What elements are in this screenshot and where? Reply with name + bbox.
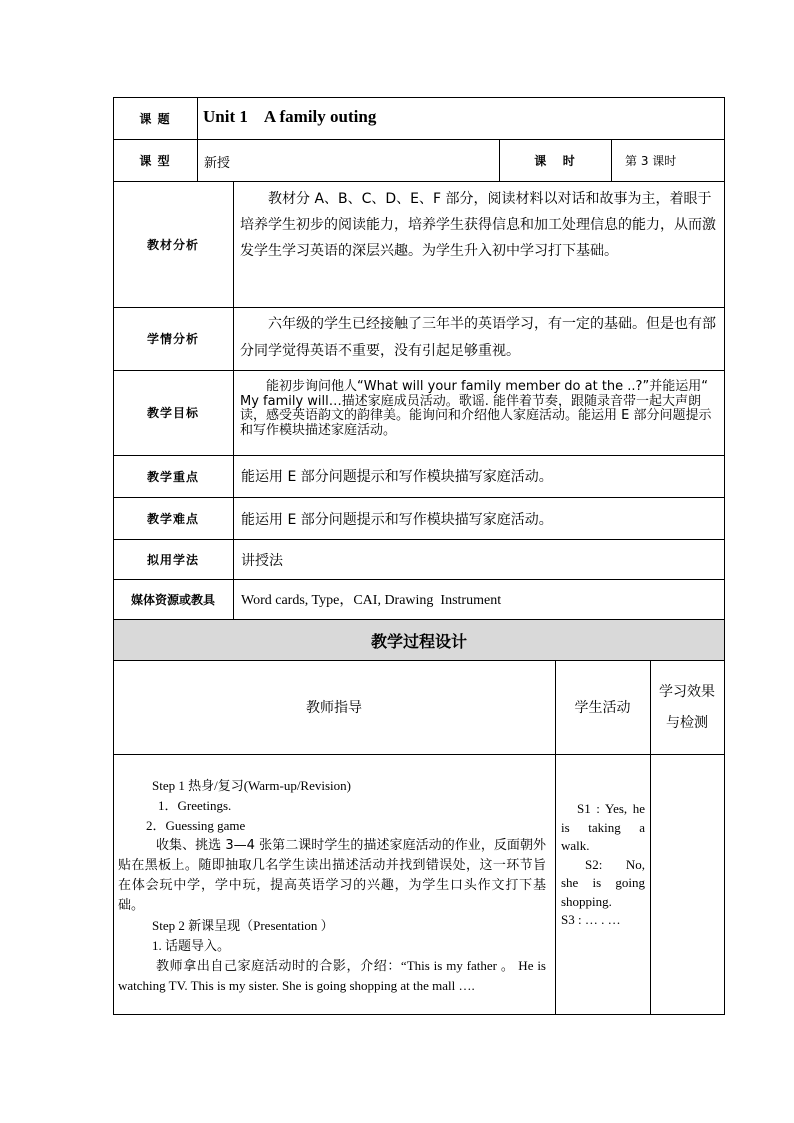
column-student-activity: 学生活动: [574, 700, 631, 716]
material-text: 教材分 A、B、C、D、E、F 部分，阅读材料以对话和故事为主，着眼于培养学生初步的阅读能力，培养学生获得信息和加工处理信息的能力，从而激发学生学习英语的深层兴趣。为学生升入初中学习打下基础。: [240, 191, 716, 259]
key-text: 能运用 E 部分问题提示和写作模块描写家庭活动。: [241, 469, 553, 485]
media-label: 媒体资源或教具: [130, 592, 215, 607]
topic-label: 课 题: [139, 111, 171, 126]
step2-topic-intro: 1. 话题导入。: [152, 938, 231, 953]
student-activity-content: [561, 800, 645, 950]
process-section-title: 教学过程设计: [114, 620, 724, 660]
student-line-s1: S1 : Yes, he is taking a walk.: [561, 801, 645, 853]
media-text: Word cards, Type，CAI, Drawing Instrument: [241, 593, 502, 608]
material-label: 教材分析: [146, 237, 199, 252]
student-line-s3: S3 : … . …: [561, 912, 621, 927]
period-label: 课 时: [534, 153, 576, 168]
step2-heading: Step 2 新课呈现（Presentation ）: [152, 918, 334, 933]
step1-heading: Step 1 热身/复习(Warm-up/Revision): [152, 778, 351, 793]
step1-greetings: 1．Greetings.: [158, 798, 232, 813]
key-label: 教学重点: [146, 469, 199, 484]
type-value: 新授: [204, 156, 231, 171]
students-text: 六年级的学生已经接触了三年半的英语学习，有一定的基础。但是也有部分同学觉得英语不重要，没有引起足够重视。: [240, 316, 716, 359]
period-value: 第 3 课时: [625, 154, 677, 168]
student-line-s2: S2: No, she is going shopping.: [561, 856, 645, 909]
difficult-text: 能运用 E 部分问题提示和写作模块描写家庭活动。: [241, 512, 553, 528]
goal-text: 能初步询问他人“What will your family member do at the ..?”并能运用“ My family will…描述家庭成员活动。歌谣. 能伴着节奏，跟随录音带一起大声朗读，感受英语韵文的韵律美。能询问和介绍他人家庭活动。能运用 E 部分问题提示和写作模块描述家庭活动。: [240, 379, 712, 438]
method-text: 讲授法: [241, 553, 283, 569]
column-teacher-guidance: 教师指导: [306, 700, 362, 716]
teacher-guidance-content: [118, 776, 546, 1016]
step1-guessing-game: 2．Guessing game: [146, 818, 246, 833]
column-learning-effect: 学习效果与检测: [659, 684, 715, 731]
difficult-label: 教学难点: [146, 511, 199, 526]
topic-value: Unit 1 A family outing: [203, 107, 377, 126]
type-label: 课 型: [139, 153, 171, 168]
method-label: 拟用学法: [146, 552, 199, 567]
students-label: 学情分析: [146, 332, 199, 346]
step1-description: 收集、挑选 3—4 张第二课时学生的描述家庭活动的作业，反面朝外贴在黑板上。随即抽取几名学生读出描述活动并找到错误处，这一环节旨在体会玩中学，学中玩，提高英语学习的兴趣，为学生口头作文打下基础。: [118, 838, 546, 913]
step2-description: 教师拿出自己家庭活动时的合影，介绍：“This is my father 。 He is watching TV. This is my sister. She is going shopping at the mall ….: [118, 958, 546, 993]
goal-label: 教学目标: [146, 406, 199, 420]
